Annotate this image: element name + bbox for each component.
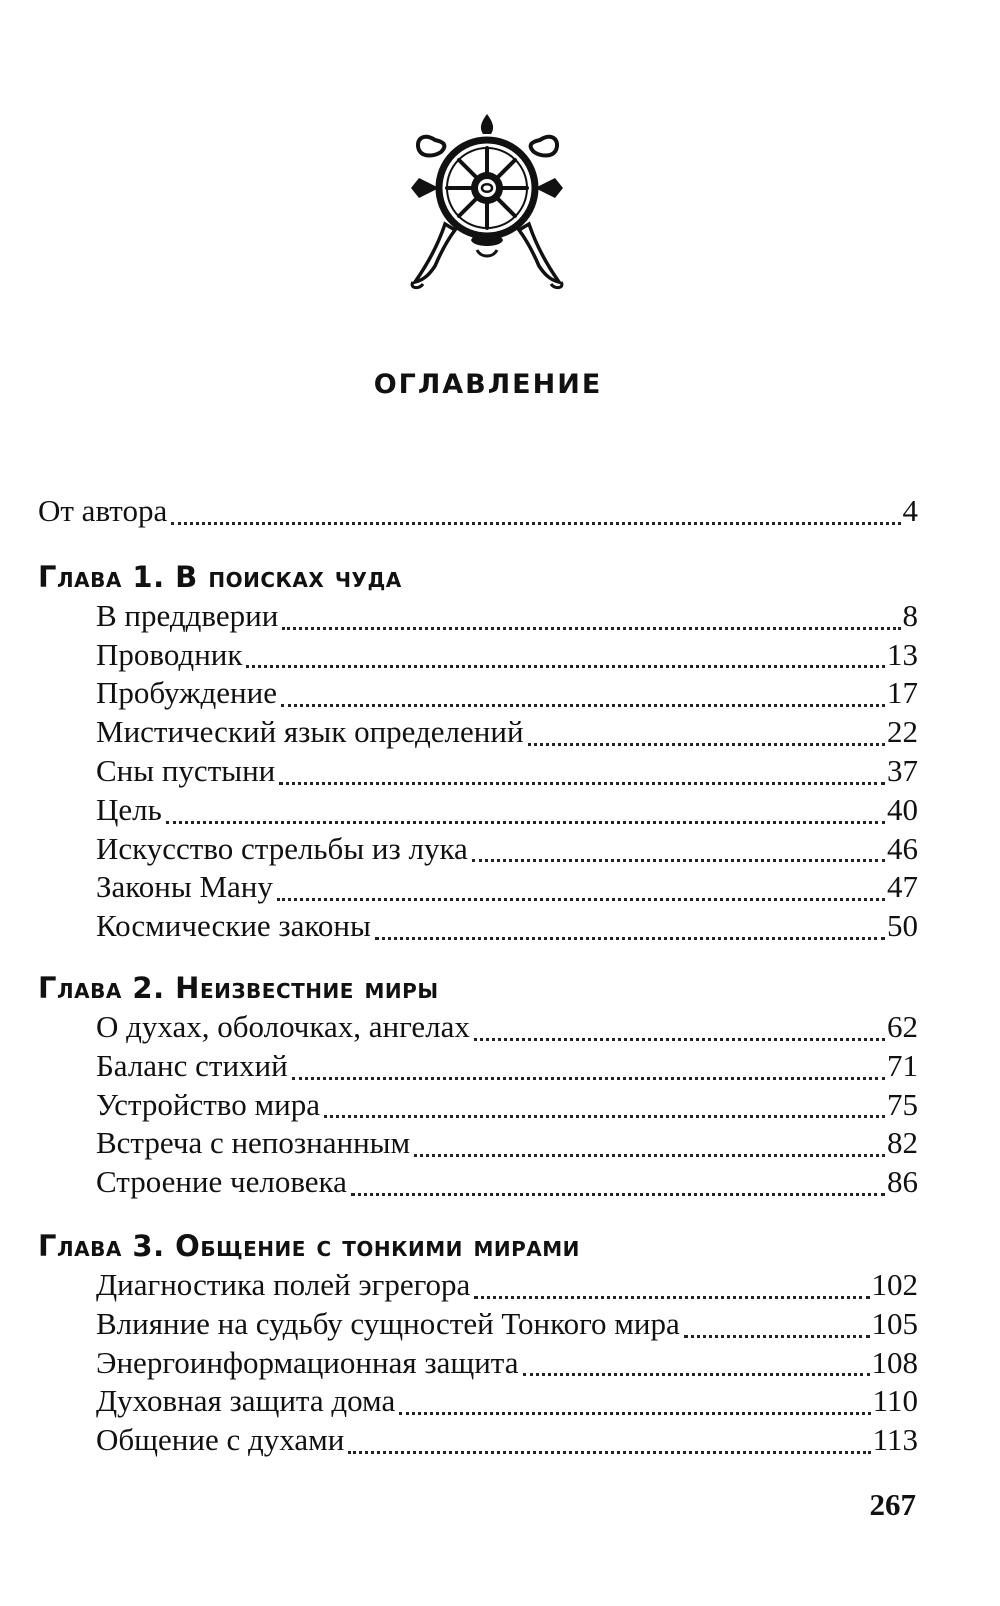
leader-dots <box>414 1150 885 1157</box>
toc-entry[interactable] <box>38 907 918 946</box>
toc-entry[interactable] <box>38 636 918 675</box>
toc-entry-page: 4 <box>902 493 918 528</box>
toc-entry-page: 105 <box>871 1305 918 1341</box>
leader-dots <box>351 1189 885 1196</box>
toc-entry[interactable] <box>38 1163 918 1202</box>
toc-entry[interactable] <box>38 713 918 752</box>
toc-entry-label: Устройство мира <box>96 1086 320 1122</box>
toc-entry-page: 110 <box>872 1383 918 1419</box>
toc-entry[interactable] <box>38 1382 918 1421</box>
leader-dots <box>246 661 885 668</box>
toc-entry-label: Энергоинформационная защита <box>96 1344 519 1380</box>
toc-entry[interactable] <box>38 674 918 713</box>
toc-entry-label: Мистический язык определений <box>96 714 524 750</box>
toc-entry[interactable] <box>38 830 918 869</box>
toc-entry-label: Диагностика полей эгрегора <box>96 1266 471 1302</box>
toc-entry-page: 17 <box>887 675 918 711</box>
toc-entry[interactable] <box>38 1344 918 1383</box>
leader-dots <box>375 933 885 940</box>
toc-entry[interactable] <box>38 597 918 636</box>
toc-entry[interactable] <box>38 1266 918 1305</box>
table-of-contents <box>38 492 918 1460</box>
leader-dots <box>474 1292 869 1299</box>
toc-entry-label: Влияние на судьбу сущностей Тонкого мира <box>96 1305 680 1341</box>
leader-dots <box>523 1369 870 1376</box>
toc-entry-page: 22 <box>887 714 918 750</box>
toc-entry[interactable] <box>38 1008 918 1047</box>
toc-entry-label: Общение с духами <box>96 1422 345 1458</box>
toc-entry-page: 13 <box>887 636 918 672</box>
leader-dots <box>171 518 900 525</box>
toc-entry-intro[interactable] <box>38 492 918 531</box>
leader-dots <box>399 1408 870 1415</box>
dharma-wheel-icon <box>405 112 570 292</box>
toc-entry-label: Духовная защита дома <box>96 1383 396 1419</box>
leader-dots <box>528 739 885 746</box>
toc-entry[interactable] <box>38 1086 918 1125</box>
leader-dots <box>472 855 885 862</box>
leader-dots <box>281 700 885 707</box>
leader-dots <box>348 1447 870 1454</box>
toc-entry[interactable] <box>38 791 918 830</box>
toc-entry-page: 8 <box>902 597 918 633</box>
toc-entry-page: 71 <box>887 1047 918 1083</box>
toc-entry-label: Сны пустыни <box>96 752 276 788</box>
toc-entry-label: Встреча с непознанным <box>96 1125 411 1161</box>
toc-entry-page: 82 <box>887 1125 918 1161</box>
toc-entry-page: 62 <box>887 1008 918 1044</box>
toc-entry-page: 50 <box>887 908 918 944</box>
toc-entry-label: Цель <box>96 791 162 827</box>
toc-entry-label: О духах, оболочках, ангелах <box>96 1008 470 1044</box>
leader-dots <box>324 1111 885 1118</box>
toc-entry[interactable] <box>38 1124 918 1163</box>
toc-entry-label: Законы Ману <box>96 869 273 905</box>
leader-dots <box>166 817 885 824</box>
chapter-heading-2: Глава 2. Неизвестние миры <box>38 970 439 1005</box>
toc-entry-label: Строение человека <box>96 1164 347 1200</box>
chapter-heading-1: Глава 1. В поисках чуда <box>38 559 402 594</box>
toc-entry[interactable] <box>38 868 918 907</box>
toc-entry-page: 37 <box>887 752 918 788</box>
toc-entry-page: 47 <box>887 869 918 905</box>
leader-dots <box>292 1073 885 1080</box>
toc-entry-label: Пробуждение <box>96 675 277 711</box>
toc-entry-label: Искусство стрельбы из лука <box>96 830 468 866</box>
chapter-heading-3: Глава 3. Общение с тонкими мирами <box>38 1228 580 1263</box>
toc-entry-label: В преддверии <box>96 597 279 633</box>
toc-entry-label: Проводник <box>96 636 243 672</box>
leader-dots <box>474 1034 885 1041</box>
toc-entry[interactable] <box>38 752 918 791</box>
toc-entry-label: От автора <box>38 493 168 528</box>
toc-entry[interactable] <box>38 1421 918 1460</box>
leader-dots <box>684 1331 870 1338</box>
leader-dots <box>282 623 900 630</box>
toc-entry-page: 86 <box>887 1164 918 1200</box>
toc-entry-label: Баланс стихий <box>96 1047 288 1083</box>
toc-entry-page: 102 <box>871 1266 918 1302</box>
toc-entry-page: 40 <box>887 791 918 827</box>
toc-entry-label: Космические законы <box>96 908 371 944</box>
leader-dots <box>279 778 885 785</box>
toc-entry[interactable] <box>38 1047 918 1086</box>
page-title: оглавление <box>373 358 603 402</box>
toc-entry-page: 46 <box>887 830 918 866</box>
toc-entry-page: 113 <box>872 1422 918 1458</box>
toc-entry-page: 108 <box>871 1344 918 1380</box>
toc-entry-page: 75 <box>887 1086 918 1122</box>
leader-dots <box>277 894 885 901</box>
toc-entry[interactable] <box>38 1305 918 1344</box>
page-number: 267 <box>869 1487 916 1522</box>
